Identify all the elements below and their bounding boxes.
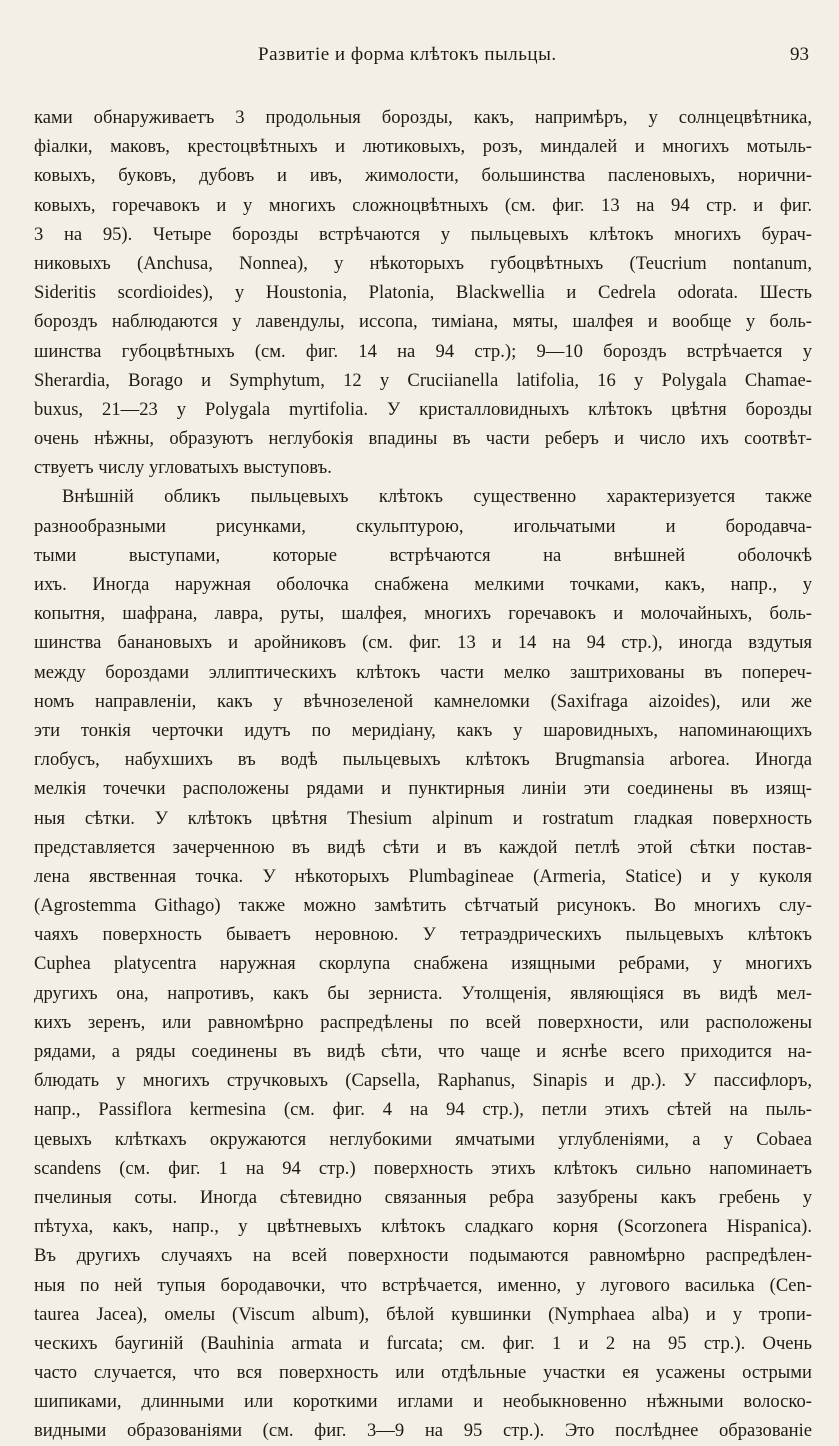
text-line: Внѣшній обликъ пыльцевыхъ клѣтокъ существенно характеризуется также	[62, 486, 812, 508]
body-text	[34, 103, 812, 1446]
text-line: ныя сѣтки. У клѣтокъ цвѣтня Thesium alpinum и rostratum гладкая поверхность	[34, 807, 812, 829]
text-line: пчелиныя соты. Иногда сѣтевидно связанныя ребра зазубрены какъ гребень у	[34, 1186, 812, 1208]
text-line: разнообразными рисунками, скульптурою, игольчатыми и бородавча-	[34, 515, 812, 537]
text-line: ныя по ней тупыя бородавочки, что встрѣчается, именно, у лугового василька (Cen-	[34, 1274, 812, 1296]
text-line: копытня, шафрана, лавра, руты, шалфея, многихъ горечавокъ и молочайныхъ, боль-	[34, 603, 812, 625]
text-line: шинства банановыхъ и аройниковъ (см. фиг. 13 и 14 на 94 стр.), иногда вздутыя	[34, 632, 812, 654]
text-line: рядами, а ряды соединены въ видѣ сѣти, что чаще и яснѣе всего приходится на-	[34, 1041, 812, 1062]
text-line: кихъ зеренъ, или равномѣрно распредѣлены по всей поверхности, или расположены	[34, 1011, 812, 1033]
text-line: фіалки, маковъ, крестоцвѣтныхъ и лютиковыхъ, розъ, миндалей и многихъ мотыль-	[34, 136, 812, 158]
text-line: ствуетъ числу угловатыхъ выступовъ.	[34, 457, 332, 479]
text-line: бороздъ наблюдаются у лавендулы, иссопа, тиміана, мяты, шалфея и вообще у боль-	[34, 311, 812, 333]
text-line: 3 на 95). Четыре борозды встрѣчаются у пыльцевыхъ клѣтокъ многихъ бурач-	[34, 223, 812, 245]
text-line: taurea Jacea), омелы (Viscum album), бѣлой кувшинки (Nymphaea alba) и у тропи-	[34, 1303, 812, 1325]
text-line: ческихъ баугиній (Bauhinia armata и furcata; см. фиг. 1 и 2 на 95 стр.). Очень	[34, 1332, 812, 1354]
text-line: Sherardia, Borago и Symphytum, 12 у Cruciianella latifolia, 16 у Polygala Chamae-	[34, 369, 812, 391]
text-line: ихъ. Иногда наружная оболочка снабжена мелкими точками, какъ, напр., у	[34, 574, 812, 595]
text-line: buxus, 21—23 у Polygala myrtifolia. У кристалловидныхъ клѣтокъ цвѣтня борозды	[34, 398, 812, 420]
text-line: Cuphea platycentra наружная скорлупа снабжена изящными ребрами, у многихъ	[34, 953, 812, 975]
text-line: цевыхъ клѣткахъ окружаются неглубокими ямчатыми углубленіями, а у Cobaea	[34, 1128, 812, 1150]
text-line: тыми выступами, которые встрѣчаются на внѣшней оболочкѣ	[34, 544, 812, 566]
text-line: между бороздами эллиптическихъ клѣтокъ части мелко заштрихованы въ попереч-	[34, 661, 812, 683]
text-line: видными образованіями (см. фиг. 3—9 на 95 стр.). Это послѣднее образованіе	[34, 1420, 812, 1442]
text-line: очень нѣжны, образуютъ неглубокія впадины въ части реберъ и число ихъ соотвѣт-	[34, 428, 812, 450]
text-line: ками обнаруживаетъ 3 продольныя борозды, какъ, напримѣръ, у солнцецвѣтника,	[34, 107, 812, 128]
text-line: мелкія точечки расположены рядами и пунктирныя линіи эти соединены въ изящ-	[34, 778, 812, 800]
text-line: чаяхъ поверхность бываетъ неровною. У тетраэдрическихъ пыльцевыхъ клѣтокъ	[34, 924, 812, 946]
text-line: шинства губоцвѣтныхъ (см. фиг. 14 на 94 стр.); 9—10 бороздъ встрѣчается у	[34, 340, 812, 362]
text-line: блюдать у многихъ стручковыхъ (Capsella, Raphanus, Sinapis и др.). У пассифлоръ,	[34, 1070, 812, 1092]
text-line: номъ направленіи, какъ у вѣчнозеленой камнеломки (Saxifraga aizoides), или же	[34, 690, 812, 712]
text-line: глобусъ, набухшихъ въ водѣ пыльцевыхъ клѣтокъ Brugmansia arborea. Иногда	[34, 749, 812, 771]
text-line: ковыхъ, буковъ, дубовъ и ивъ, жимолости, большинства пасленовыхъ, норични-	[34, 165, 812, 187]
text-line: шипиками, длинными или короткими иглами и необыкновенно нѣжными волоско-	[34, 1391, 812, 1413]
text-line: scandens (см. фиг. 1 на 94 стр.) поверхность этихъ клѣтокъ сильно напоминаетъ	[34, 1157, 812, 1179]
text-line: представляется зачерченною въ видѣ сѣти и въ каждой петлѣ этой сѣтки постав-	[34, 836, 812, 858]
text-line: никовыхъ (Anchusa, Nonnea), у нѣкоторыхъ губоцвѣтныхъ (Teucrium nontanum,	[34, 252, 812, 274]
text-line: другихъ она, напротивъ, какъ бы зерниста. Утолщенія, являющіяся въ видѣ мел-	[34, 982, 812, 1004]
running-title: Развитіе и форма клѣтокъ пыльцы.	[258, 44, 557, 65]
text-line: (Agrostemma Githago) также можно замѣтить сѣтчатый рисунокъ. Во многихъ слу-	[34, 895, 812, 917]
text-line: напр., Passiflora kermesina (см. фиг. 4 на 94 стр.), петли этихъ сѣтей на пыль-	[34, 1099, 812, 1121]
text-line: ковыхъ, горечавокъ и у многихъ сложноцвѣтныхъ (см. фиг. 13 на 94 стр. и фиг.	[34, 194, 812, 216]
text-line: Въ другихъ случаяхъ на всей поверхности подымаются равномѣрно распредѣлен-	[34, 1245, 812, 1267]
text-line: лена явственная точка. У нѣкоторыхъ Plumbagineae (Armeria, Statice) и у куколя	[34, 865, 812, 887]
page-number: 93	[790, 44, 809, 65]
text-line: Sideritis scordioides), у Houstonia, Platonia, Blackwellia и Cedrela odorata. Шесть	[34, 282, 812, 304]
page-header	[240, 44, 809, 74]
text-line: эти тонкія черточки идутъ по меридіану, какъ у шаровидныхъ, напоминающихъ	[34, 719, 812, 741]
text-line: пѣтуха, какъ, напр., у цвѣтневыхъ клѣтокъ сладкаго корня (Scorzonera Hispanica).	[34, 1216, 812, 1238]
text-line: часто случается, что вся поверхность или отдѣльные участки ея усажены острыми	[34, 1362, 812, 1384]
